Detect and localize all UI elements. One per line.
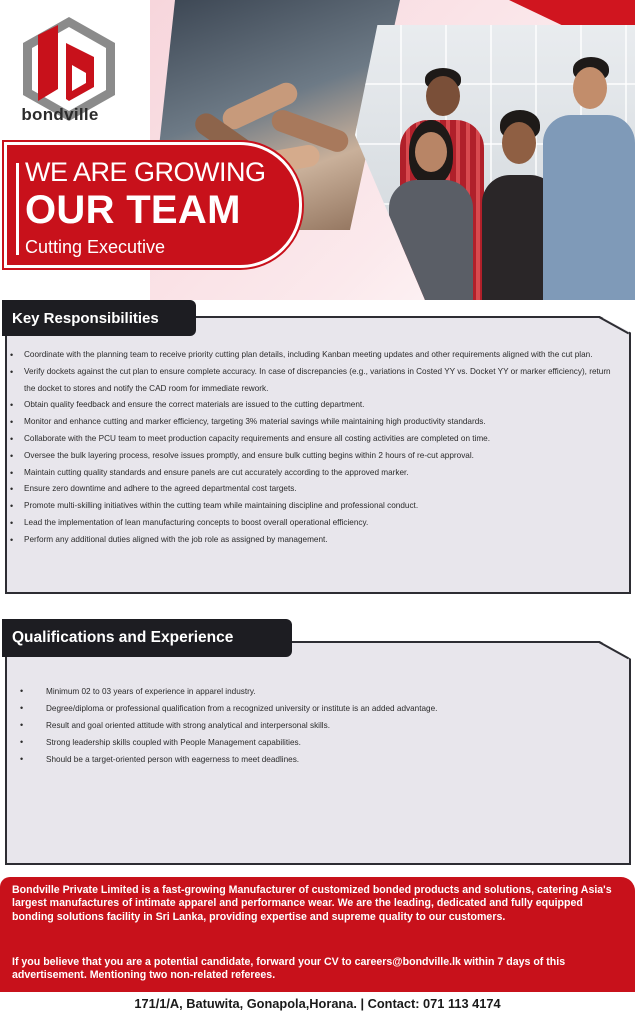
list-item: • Lead the implementation of lean manufacturing concepts to boost overall operational efficiency. [8,515,616,532]
list-item: • Coordinate with the planning team to receive priority cutting plan details, including Kanban meeting updates and other requirements aligned with the cut plan. [8,347,616,364]
list-item: • Should be a target-oriented person with eagerness to meet deadlines. [18,751,608,768]
job-position: Cutting Executive [25,237,166,257]
list-item: • Strong leadership skills coupled with People Management capabilities. [18,734,608,751]
title-divider [16,163,19,255]
list-item: • Perform any additional duties aligned with the job role as assigned by management. [8,532,616,549]
hero-line-1: WE ARE GROWING [25,157,266,187]
list-item: • Collaborate with the PCU team to meet production capacity requirements and ensure all costing activities are completed on time. [8,431,616,448]
application-instructions: If you believe that you are a potential candidate, forward your CV to careers@bondville.lk within 7 days of this advertisement. Mentioning two non-related referees. [12,956,566,982]
qualifications-heading: Qualifications and Experience [2,619,292,657]
list-item: • Monitor and enhance cutting and marker efficiency, targeting 3% material savings while maintaining high productivity standards. [8,414,616,431]
list-item: • Minimum 02 to 03 years of experience in apparel industry. [18,683,608,700]
contact-address: 171/1/A, Batuwita, Gonapola,Horana. | Contact: 071 113 4174 [134,996,501,1011]
list-item: • Maintain cutting quality standards and ensure panels are cut accurately according to the approved marker. [8,465,616,482]
list-item: • Obtain quality feedback and ensure the correct materials are issued to the cutting department. [8,397,616,414]
responsibilities-list [8,347,616,549]
hero-title-panel [4,142,302,268]
company-description: Bondville Private Limited is a fast-growing Manufacturer of customized bonded products and solutions, catering Asia's largest manufactures of intimate apparel and performance wear. We are the leading, dedicated and fully equipped bonding solutions facility in Sri Lanka, providing expertise and supreme quality to our customers. [12,884,612,923]
list-item: • Oversee the bulk layering process, resolve issues promptly, and ensure bulk cutting begins within 2 hours of re-cut approval. [8,448,616,465]
list-item: • Degree/diploma or professional qualification from a recognized university or institute is an added advantage. [18,700,608,717]
hero-line-2: OUR TEAM [25,188,241,232]
brand-wordmark: bondville [21,105,99,124]
list-item: • Ensure zero downtime and adhere to the agreed departmental cost targets. [8,481,616,498]
list-item: • Result and goal oriented attitude with strong analytical and interpersonal skills. [18,717,608,734]
qualifications-list [18,683,608,768]
list-item: • Promote multi-skilling initiatives within the cutting team while maintaining discipline and professional conduct. [8,498,616,515]
header-banner [0,0,635,300]
list-item: • Verify dockets against the cut plan to ensure complete accuracy. In case of discrepancies (e.g., variations in Costed YY vs. Docket YY or marker efficiency), return the docket to stores and notify the CAD room for immediate rework. [8,364,616,398]
responsibilities-heading: Key Responsibilities [2,300,196,336]
